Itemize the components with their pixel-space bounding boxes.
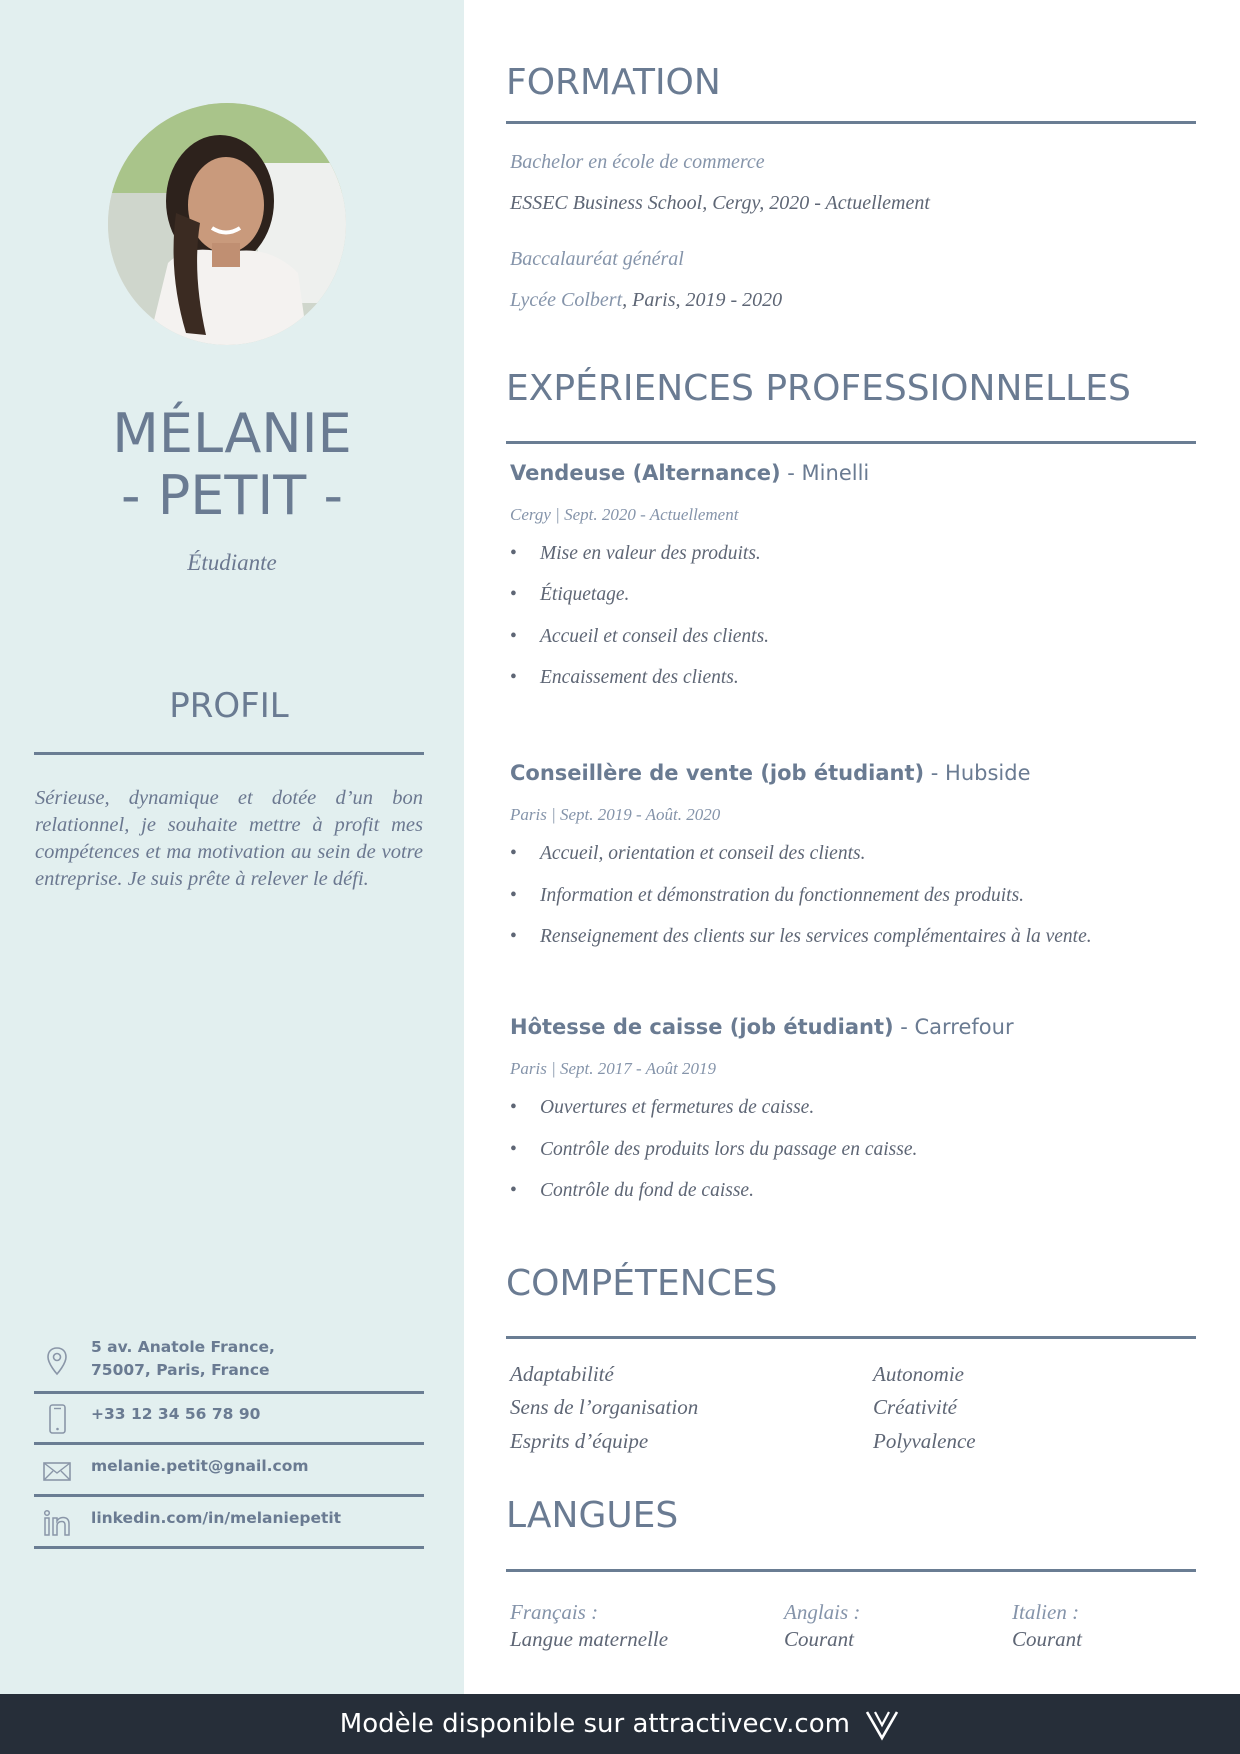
job-role: Conseillère de vente (job étudiant) [510,761,925,785]
contact-divider [34,1546,424,1549]
footer-text[interactable]: Modèle disponible sur attractivecv.com [339,1709,850,1739]
job-meta: Paris | Sept. 2017 - Août 2019 [510,1059,716,1078]
job-task-text: Ouvertures et fermetures de caisse. [540,1097,815,1118]
profile-text: Sérieuse, dynamique et dotée d’un bon relationnel, je souhaite mettre à profit mes compétences et ma motivation au sein de votre entreprise. Je suis prête à relever le défi. [35,787,423,890]
language-level: Langue maternelle [510,1627,669,1651]
language-level: Courant [1012,1627,1083,1651]
job-task-text: Étiquetage. [540,584,630,605]
job-task: • Contrôle des produits lors du passage en caisse. [510,1139,918,1160]
job-task: • Ouvertures et fermetures de caisse. [510,1097,815,1118]
contact-address [34,1336,424,1392]
skill: Adaptabilité [510,1362,614,1386]
job-company: - Minelli [780,461,870,485]
competences-heading: COMPÉTENCES [506,1263,778,1304]
job-task: • Encaissement des clients. [510,667,739,688]
envelope-icon [40,1454,74,1488]
linkedin-icon [40,1506,74,1540]
contact-email [34,1452,424,1496]
contact-divider [34,1494,424,1497]
job-task-text: Contrôle du fond de caisse. [540,1180,754,1201]
experiences-heading: EXPÉRIENCES PROFESSIONNELLES [506,368,1131,409]
phone-number[interactable]: +33 12 34 56 78 90 [91,1405,261,1423]
formation-degree: Baccalauréat général [510,248,684,270]
skill: Polyvalence [873,1429,976,1453]
job-task-text: Contrôle des produits lors du passage en caisse. [540,1139,918,1160]
contact-phone [34,1400,424,1444]
contact-linkedin [34,1504,424,1548]
job-task: • Accueil et conseil des clients. [510,626,770,647]
job-heading [510,761,1031,785]
contact-divider [34,1391,424,1394]
school-name: Lycée Colbert [510,289,623,311]
formation-school [510,289,782,312]
skill: Esprits d’équipe [510,1429,649,1453]
formation-divider [506,121,1196,124]
job-heading [510,461,869,485]
job-task-text: Accueil et conseil des clients. [540,626,770,647]
job-task-text: Renseignement des clients sur les services complémentaires à la vente. [540,926,1092,947]
job-task: • Information et démonstration du fonctionnement des produits. [510,885,1025,906]
job-task: • Renseignement des clients sur les services complémentaires à la vente. [510,926,1092,947]
phone-icon [40,1402,74,1436]
job-task-text: Accueil, orientation et conseil des clients. [540,843,866,864]
skill: Autonomie [873,1362,964,1386]
job-heading [510,1015,1014,1039]
job-task-text: Mise en valeur des produits. [540,543,761,564]
school-details: , Paris, 2019 - 2020 [622,289,783,311]
profile-photo [108,103,346,345]
first-name: MÉLANIE [112,402,352,465]
address-line1: 5 av. Anatole France, [91,1338,275,1356]
langues-heading: LANGUES [506,1495,679,1536]
language-level: Courant [784,1627,855,1651]
contact-divider [34,1442,424,1445]
langues-divider [506,1569,1196,1572]
skill: Sens de l’organisation [510,1395,699,1419]
footer-banner [0,1694,1240,1754]
job-company: - Carrefour [893,1015,1014,1039]
sidebar [0,0,464,1694]
email-address[interactable]: melanie.petit@gnail.com [91,1457,309,1475]
language-name: Anglais : [784,1600,861,1624]
job-role: Hôtesse de caisse (job étudiant) [510,1015,894,1039]
address-line2: 75007, Paris, France [91,1361,270,1379]
job-task: • Mise en valeur des produits. [510,543,761,564]
job-task: • Accueil, orientation et conseil des clients. [510,843,866,864]
experiences-divider [506,441,1196,444]
footer-text-wrap [0,1694,1240,1754]
job-task-text: Information et démonstration du fonctionnement des produits. [540,885,1025,906]
language-name: Italien : [1012,1600,1080,1624]
formation-school: ESSEC Business School, Cergy, 2020 - Actuellement [510,192,930,214]
linkedin-url[interactable]: linkedin.com/in/melaniepetit [91,1509,342,1527]
job-title: Étudiante [187,550,277,575]
job-task: • Étiquetage. [510,584,630,605]
job-role: Vendeuse (Alternance) [510,461,781,485]
job-task-text: Encaissement des clients. [540,667,739,688]
formation-degree: Bachelor en école de commerce [510,151,765,173]
profile-divider [34,752,424,755]
job-company: - Hubside [924,761,1031,785]
last-name: - PETIT - [121,464,343,527]
language-name: Français : [510,1600,599,1624]
job-meta: Paris | Sept. 2019 - Août. 2020 [510,805,721,824]
job-meta: Cergy | Sept. 2020 - Actuellement [510,505,739,524]
job-task: • Contrôle du fond de caisse. [510,1180,754,1201]
skill: Créativité [873,1395,957,1419]
profile-heading: PROFIL [169,686,289,726]
location-pin-icon [40,1344,74,1378]
competences-divider [506,1336,1196,1339]
attractivecv-logo-icon [864,1708,900,1742]
portrait-image [108,103,346,345]
formation-heading: FORMATION [506,62,721,103]
